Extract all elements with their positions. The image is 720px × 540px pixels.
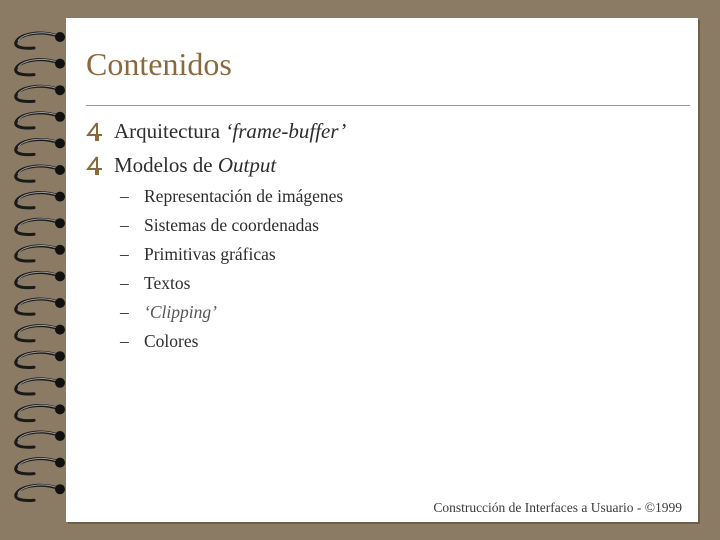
- bullet-item: [86, 150, 686, 184]
- dash-marker: –: [120, 302, 129, 322]
- dash-marker: –: [120, 244, 129, 264]
- checkbox-bullet-icon: [86, 156, 104, 176]
- sub-bullet-item: [118, 182, 518, 211]
- sub-bullet-text: Representación de imágenes: [144, 186, 344, 206]
- sub-bullet-list: [118, 182, 518, 356]
- sub-bullet-item: [118, 327, 518, 356]
- bullet-text-italic: ‘frame-buffer’: [225, 119, 347, 143]
- dash-marker: –: [120, 273, 129, 293]
- dash-marker: –: [120, 186, 129, 206]
- sub-bullet-text: Sistemas de coordenadas: [144, 215, 319, 235]
- title-divider: [86, 105, 690, 106]
- footer-copyright: Construcción de Interfaces a Usuario - ©1999: [433, 500, 682, 515]
- spiral-binding-icon: [0, 0, 90, 540]
- dash-marker: –: [120, 331, 129, 351]
- bullet-list: [86, 116, 686, 184]
- sub-bullet-text: Primitivas gráficas: [144, 244, 276, 264]
- checkbox-bullet-icon: [86, 122, 104, 142]
- bullet-item: [86, 116, 686, 150]
- sub-bullet-item: [118, 269, 518, 298]
- sub-bullet-text: Colores: [144, 331, 199, 351]
- bullet-text-italic: Output: [217, 153, 277, 177]
- sub-bullet-item: [118, 211, 518, 240]
- sub-bullet-text: ‘Clipping’: [144, 302, 217, 322]
- page-title: Contenidos: [86, 46, 232, 82]
- sub-bullet-text: Textos: [144, 273, 191, 293]
- bullet-text: Arquitectura: [114, 119, 226, 143]
- bullet-text: Modelos de: [114, 153, 218, 177]
- sub-bullet-item: [118, 240, 518, 269]
- dash-marker: –: [120, 215, 129, 235]
- sub-bullet-item: [118, 298, 518, 327]
